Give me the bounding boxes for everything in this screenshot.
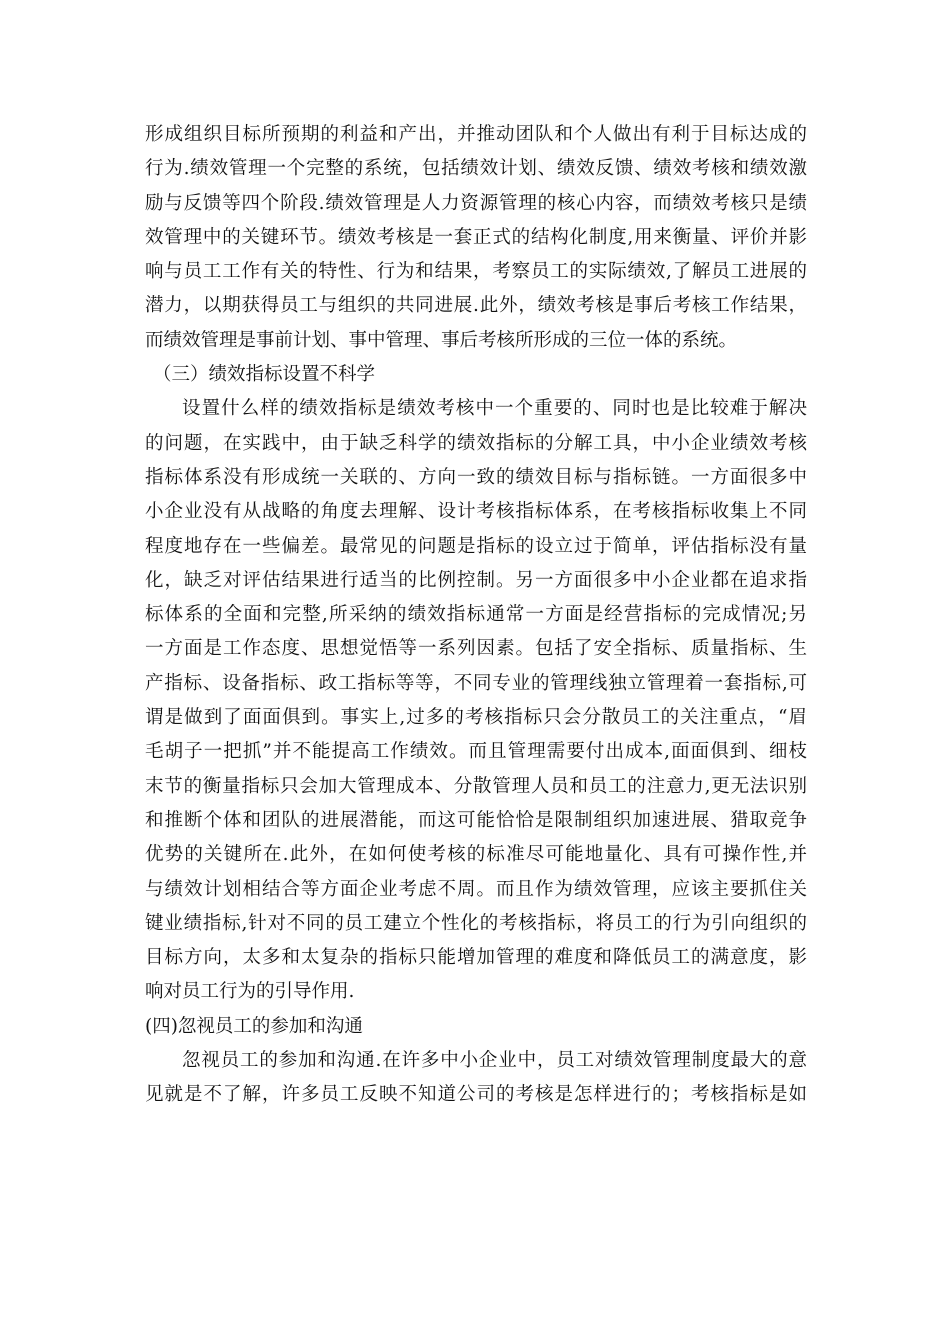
- text-line: 响与员工工作有关的特性、行为和结果，考察员工的实际绩效,了解员工进展的: [145, 261, 807, 283]
- text-line: 末节的衡量指标只会加大管理成本、分散管理人员和员工的注意力,更无法识别: [145, 775, 807, 797]
- text-line: 而绩效管理是事前计划、事中管理、事后考核所形成的三位一体的系统。: [145, 329, 738, 351]
- text-line: 目标方向，太多和太复杂的指标只能增加管理的难度和降低员工的满意度，影: [145, 947, 807, 969]
- text-line: 键业绩指标,针对不同的员工建立个性化的考核指标，将员工的行为引向组织的: [145, 912, 807, 934]
- text-line: 谓是做到了面面俱到。事实上,过多的考核指标只会分散员工的关注重点，“眉: [145, 707, 807, 729]
- text-line: 忽视员工的参加和沟通.在许多中小企业中，员工对绩效管理制度最大的意: [182, 1050, 807, 1072]
- section-heading-3: （三）绩效指标设置不科学: [153, 364, 376, 386]
- text-line: 指标体系没有形成统一关联的、方向一致的绩效目标与指标链。一方面很多中: [145, 466, 807, 488]
- text-line: 一方面是工作态度、思想觉悟等一系列因素。包括了安全指标、质量指标、生: [145, 638, 807, 660]
- text-line: 优势的关键所在.此外，在如何使考核的标准尽可能地量化、具有可操作性,并: [145, 844, 807, 866]
- text-line: 产指标、设备指标、政工指标等等，不同专业的管理线独立管理着一套指标,可: [145, 672, 807, 694]
- text-line: 设置什么样的绩效指标是绩效考核中一个重要的、同时也是比较难于解决: [182, 398, 807, 420]
- text-line: 响对员工行为的引导作用.: [145, 981, 355, 1003]
- text-line: 效管理中的关键环节。绩效考核是一套正式的结构化制度,用来衡量、评价并影: [145, 226, 807, 248]
- text-line: 与绩效计划相结合等方面企业考虑不周。而且作为绩效管理，应该主要抓住关: [145, 878, 807, 900]
- text-line: 标体系的全面和完整,所采纳的绩效指标通常一方面是经营指标的完成情况;另: [145, 604, 807, 626]
- text-line: 形成组织目标所预期的利益和产出，并推动团队和个人做出有利于目标达成的: [145, 124, 807, 145]
- text-line: 励与反馈等四个阶段.绩效管理是人力资源管理的核心内容，而绩效考核只是绩: [145, 192, 807, 214]
- text-line: 潜力，以期获得员工与组织的共同进展.此外，绩效考核是事后考核工作结果，: [145, 295, 807, 317]
- text-line: 和推断个体和团队的进展潜能，而这可能恰恰是限制组织加速进展、猎取竞争: [145, 809, 807, 831]
- document-page: [145, 118, 807, 1113]
- text-line: 程度地存在一些偏差。最常见的问题是指标的设立过于简单，评估指标没有量: [145, 535, 807, 557]
- text-line: 见就是不了解，许多员工反映不知道公司的考核是怎样进行的；考核指标是如: [145, 1084, 807, 1106]
- text-line: 的问题，在实践中，由于缺乏科学的绩效指标的分解工具，中小企业绩效考核: [145, 432, 807, 454]
- text-line: 行为.绩效管理一个完整的系统，包括绩效计划、绩效反馈、绩效考核和绩效激: [145, 158, 807, 180]
- text-line: 化，缺乏对评估结果进行适当的比例控制。另一方面很多中小企业都在追求指: [145, 569, 807, 591]
- section-heading-4: (四)忽视员工的参加和沟通: [145, 1015, 363, 1037]
- text-line: 小企业没有从战略的角度去理解、设计考核指标体系，在考核指标收集上不同: [145, 501, 807, 523]
- text-line: 毛胡子一把抓”并不能提高工作绩效。而且管理需要付出成本,面面俱到、细枝: [145, 741, 807, 763]
